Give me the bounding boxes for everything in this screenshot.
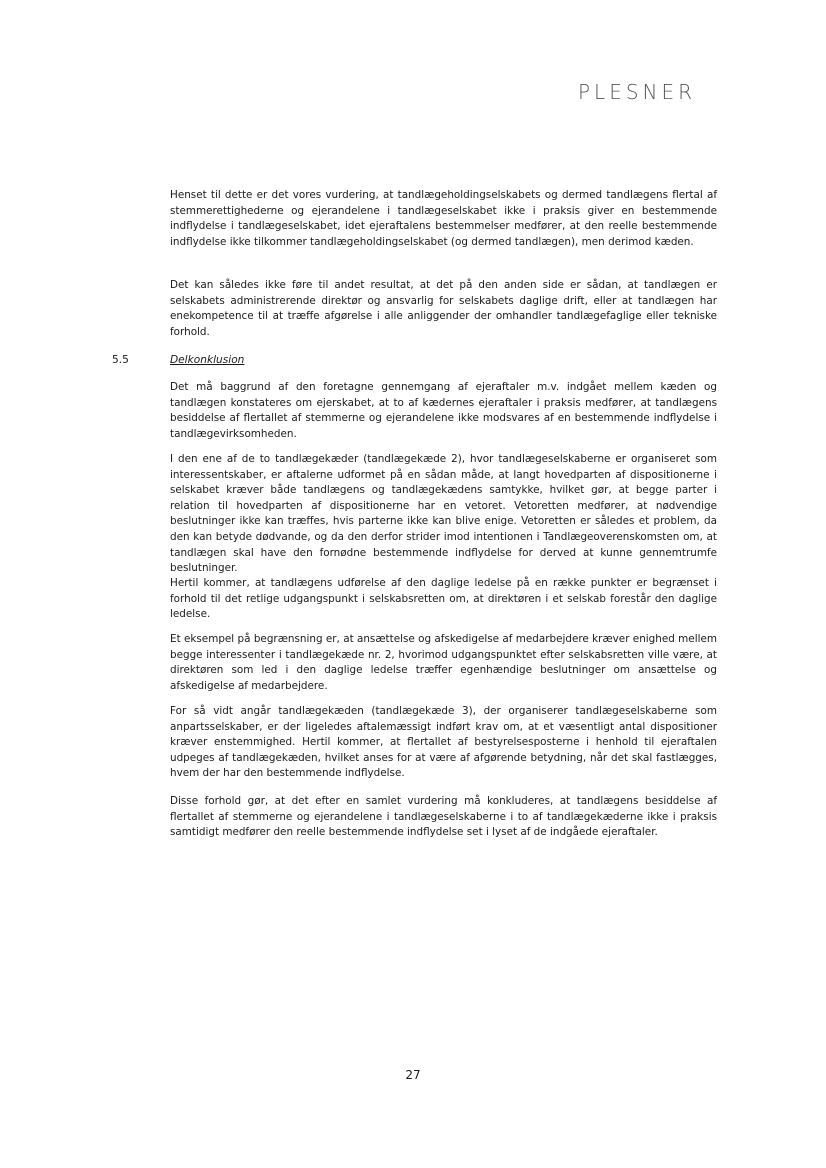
section-title: Delkonklusion	[170, 354, 245, 366]
paragraph: Det kan således ikke føre til andet resultat, at det på den anden side er sådan, at tandlægen er selskabets administrerende direktør og ansvarlig for selskabets daglige drift, eller at tandlægen har enekompetence til at træffe afgørelse i alle anliggender der omhandler tandlægefaglige eller tekniske forhold.	[170, 279, 717, 338]
paragraph: For så vidt angår tandlægekæden (tandlægekæde 3), der organiserer tandlægeselskaberne som anpartsselskaber, er der ligeledes aftalemæssigt indført krav om, at et væsentligt antal dispositioner kræver enstemmighed. Hertil kommer, at flertallet af bestyrelsesposterne i henhold til ejeraftalen udpeges af tandlægekæden, hvilket anses for at være af afgørende betydning, når det skal fastlægges, hvem der har den bestemmende indflydelse.	[170, 705, 717, 780]
paragraph: Disse forhold gør, at det efter en samlet vurdering må konkluderes, at tandlægens besiddelse af flertallet af stemmerne og ejerandelene i tandlægeselskaberne i to af tandlægekæderne ikke i praksis samtidigt medfører den reelle bestemmende indflydelse set i lyset af de indgåede ejeraftaler.	[170, 795, 717, 839]
section-number: 5.5	[112, 354, 129, 366]
page-number: 27	[405, 1068, 421, 1082]
plesner-logo: PLESNER	[578, 80, 697, 104]
paragraph: Henset til dette er det vores vurdering, at tandlægeholdingselskabets og dermed tandlægens flertal af stemmerettighederne og ejerandelene i tandlægeselskabet ikke i praksis giver en bestemmende indflydelse i tandlægeselskabet, idet ejeraftalens bestemmelser medfører, at den reelle bestemmende indflydelse ikke tilkommer tandlægeholdingselskabet (og dermed tandlægen), men derimod kæden.	[170, 189, 717, 248]
paragraph: I den ene af de to tandlægekæder (tandlægekæde 2), hvor tandlægeselskaberne er organiseret som interessentskaber, er aftalerne udformet på en sådan måde, at langt hovedparten af dispositionerne i selskabet kræver både tandlægens og tandlægekædens samtykke, hvilket gør, at begge parter i relation til hovedparten af dispositionerne har en vetoret. Vetoretten medfører, at nødvendige beslutninger ikke kan træffes, hvis parterne ikke kan blive enige. Vetoretten er således et problem, da den kan betyde dødvande, og da den derfor strider imod intentionen i Tandlægeoverenskomsten om, at tandlægen skal have den fornødne bestemmende indflydelse for derved at kunne gennemtrumfe beslutninger.	[170, 453, 717, 575]
paragraph: Et eksempel på begrænsning er, at ansættelse og afskedigelse af medarbejdere kræver enighed mellem begge interessenter i tandlægekæde nr. 2, hvorimod udgangspunktet efter selskabsretten ville være, at direktøren som led i den daglige ledelse træffer egenhændige beslutninger om ansættelse og afskedigelse af medarbejdere.	[170, 633, 717, 692]
paragraph: Hertil kommer, at tandlægens udførelse af den daglige ledelse på en række punkter er begrænset i forhold til det retlige udgangspunkt i selskabsretten om, at direktøren i et selskab forestår den daglige ledelse.	[170, 577, 717, 621]
paragraph: Det må baggrund af den foretagne gennemgang af ejeraftaler m.v. indgået mellem kæden og tandlægen konstateres om ejerskabet, at to af kædernes ejeraftaler i praksis medfører, at tandlægens besiddelse af flertallet af stemmerne og ejerandelene ikke modsvares af en bestemmende indflydelse i tandlægevirksomheden.	[170, 381, 717, 440]
